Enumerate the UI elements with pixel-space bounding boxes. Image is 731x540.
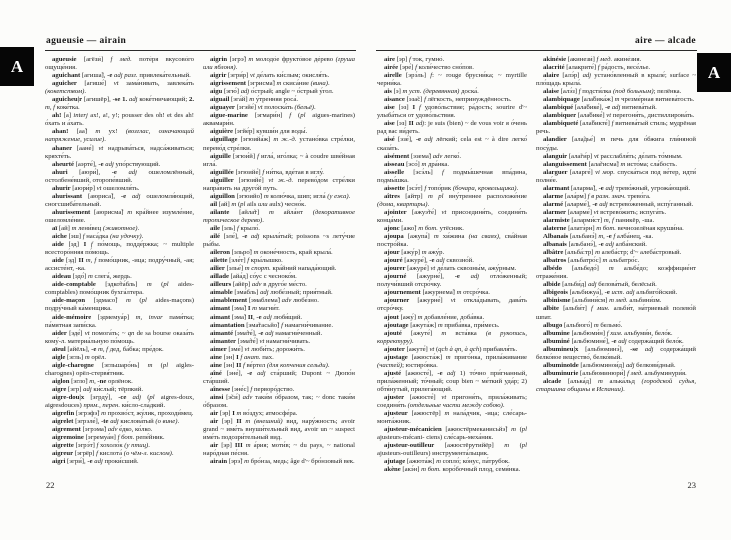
dictionary-entry: akène [акэ́н] m бот. коро́бочный плод, семя́нка.	[384, 466, 521, 474]
dictionary-entry: aguichant [агиша̃], -e adj разг. привлека́тельный.	[52, 72, 191, 80]
page-number-right: 23	[687, 480, 696, 490]
dictionary-entry: akinésie [акинези́] f мед. акине́зия.	[543, 56, 642, 63]
dictionary-entry: aiguayer [эгэйе́] vt полоска́ть (бельё).	[210, 104, 316, 112]
thumb-index-tab-right	[697, 53, 731, 92]
dictionary-entry: aide-maçon [эдмасо̃] m (pl aides-maçons) подру́чный ка́менщика.	[45, 297, 194, 313]
dictionary-entry: ajout [ажу́] m добавле́ние, доба́вка.	[384, 313, 485, 321]
dictionary-entry: agueusie [агёзи́] f мед. поте́ря вкусово́го ощуще́ния.	[45, 56, 194, 72]
dictionary-entry: ailé [эле́], -e adj крыла́тый; poissons ~s лету́чие ры́бы.	[203, 233, 355, 249]
dictionary-entry: aiche [эш] f наса́дка (на удочку).	[52, 233, 144, 241]
dictionary-entry: aigrefin [эгрэфэ̃] m прохво́ст, жу́лик, проходи́мец.	[52, 410, 194, 418]
dictionary-entry: aigrir [эгри́р] vt де́лать ки́слым; окисля́ть.	[210, 72, 330, 80]
dictionary-entry: albâtre [альба́:тр] m алеба́стр; d'~ алеба́стровый.	[543, 249, 682, 257]
dictionary-entry: albanais [альбанэ́], -e adj алба́нский.	[543, 241, 647, 249]
dictionary-entry: air [эр] III m а́рия; моти́в; ~ du pays, ~ national наро́дная пе́сня.	[203, 442, 355, 458]
dictionary-entry: aï [ай] m лени́вец (животное).	[52, 224, 140, 232]
dictionary-entry: ahan! [аа̃] m ух! (возглас, означающий напряжение, усилие).	[45, 128, 194, 144]
dictionary-entry: ajustage [ажюста́ж] m приго́нка, прила́живание (частей); юстиро́вка.	[377, 353, 527, 369]
dictionary-entry: aiguille [эгюи́й] f игла́, иго́лка; ~ à coudre шве́йная игла́.	[203, 152, 355, 168]
dictionary-entry: aise [эз] II adj: je suis (bien) ~ de vous voir я о́чень рад вас ви́деть.	[377, 120, 527, 136]
thumb-index-tab-left	[0, 47, 34, 86]
dictionary-entry: albite [альби́т] f мин. альби́т, на́триевый полево́й шпат.	[536, 305, 696, 321]
dictionary-entry: aissette [эсэ́т] f топо́рик (бочара, кровельщика).	[384, 184, 519, 192]
dictionary-entry: ail [ай] m (pl ails или aulx) чесно́к.	[210, 200, 307, 208]
header-rule-right	[376, 50, 697, 51]
dictionary-entry: aider [эде́] vt помога́ть; ~ qn de sa bourse оказа́ть кому́-л. материа́льную по́мощь.	[45, 329, 194, 345]
dictionary-entry: aisselle [эсэ́ль] f подмы́шечная впа́дина, подмы́шка.	[377, 168, 527, 184]
dictionary-entry: aigue-marine [эгмари́н] f (pl aigues-marines) аквамари́н.	[203, 112, 355, 128]
dictionary-entry: alarmiste [аларми́ст] m, f паникёр, -ша.	[543, 216, 655, 224]
dictionary-entry: aiguillée [эгюийе́] f ни́тка, вде́тая в иглу́.	[210, 168, 324, 176]
dictionary-entry: albumine [альбюми́н] f хим. альбуми́н, бело́к.	[543, 329, 673, 337]
dictionary-entry: albuminurie [альбюминюри́] f мед. альбуминури́я.	[543, 369, 687, 377]
dictionary-entry: ajoutage [ажута́ж] m приба́вка, при́месь.	[384, 321, 500, 329]
dictionary-entry: ajourné [ажурне́], -e adj отло́женный; получи́вший отсро́чку.	[377, 273, 527, 289]
dictionary-entry: aiguillage [эгюийа́ж] m ж.-д. устано́вка стре́лки, перево́д стре́лки.	[203, 136, 355, 152]
dictionary-entry: ailier [элье́] m спорт. кра́йний напада́ющий.	[210, 265, 337, 273]
dictionary-entry: albatros [альбатро́с] m альбатро́с.	[543, 257, 640, 265]
dictionary-entry: ajournement [ажурнема̃] m отсро́чка.	[384, 289, 490, 297]
dictionary-entry: ajouré [ажуре́], -e adj сквозно́й.	[384, 257, 474, 265]
dictionary-entry: aigreur [эгрёр] f кислота́ (о чём-л. кислом).	[52, 450, 174, 458]
dictionary-entry: ajointer [ажуэ̃те́] vt присоединя́ть, соединя́ть конца́ми.	[377, 208, 527, 224]
dictionary-entry: aisément [эзема̃] adv легко́.	[384, 152, 462, 160]
running-head-right: aire — alcade	[635, 36, 696, 46]
dictionary-entry: aimantation [эма̃тасьйо̃] f намагни́чивание.	[210, 321, 333, 329]
dictionary-entry: aiguail [эга́й] m у́тренняя роса́.	[210, 96, 298, 104]
dictionary-entry: air [эр] II m (внешний) вид, нару́жность; avoir grand ~ име́ть внуши́тельный вид, avoir un ~ suspect име́ть подозри́тельный вид.	[203, 418, 355, 442]
dictionary-entry: aimanté [эма̃те́], -e adj намагни́ченный.	[210, 329, 323, 337]
dictionary-entry: aigrement [эгрэма̃] adv е́дко, ко́лко.	[52, 426, 153, 434]
dictionary-entry: aigre [эгр] adj ки́слый; тёрпкий.	[52, 385, 143, 393]
dictionary-entry: ajonc [ажо̃] m бот. утёсник.	[384, 224, 464, 232]
dictionary-entry: alambiquer [ала̃бике́] vt перегоня́ть, дистиллирова́ть.	[543, 112, 695, 120]
dictionary-entry: albumineu|x [альбюминэ́], -se adj содержа́щий белко́вое вещество́, белко́вый.	[536, 345, 696, 361]
text-column-3	[377, 56, 527, 475]
dictionary-entry: ajoupa [ажупа́] m хи́жина (на сваях), сва́йная постро́йка.	[377, 233, 527, 249]
dictionary-entry: aiglon [эгло̃] m, -ne орлёнок.	[52, 377, 133, 385]
text-column-1	[45, 56, 194, 475]
dictionary-entry: aine [эн] I f анат. пах.	[210, 353, 274, 361]
dictionary-entry: albuminé [альбюмине́], -e adj содержа́щий бело́к.	[543, 337, 684, 345]
dictionary-entry: alarme [ала́рм] f в разн. знач. трево́га.	[543, 192, 651, 200]
dictionary-entry: aigri [эгри́], -e adj проки́сший.	[52, 458, 139, 466]
dictionary-entry: Albanais [альбанэ́] m, -e f алба́нец, -ка.	[543, 233, 654, 241]
dictionary-entry: alaise [алэ́з] f подсти́лка (под больным); пелёнка.	[543, 88, 682, 96]
dictionary-entry: aimer [эме́] vt люби́ть; дорожи́ть.	[210, 345, 305, 353]
dictionary-entry: alarmer [аларме́] vt встрево́жить; испуга́ть.	[543, 208, 667, 216]
tab-letter-left: A	[10, 56, 24, 76]
dictionary-entry: ahaner [аане́] vt надрыва́ться, надса́живаться; кряхте́ть.	[45, 144, 194, 160]
dictionary-entry: ajour [ажу́р] m ажу́р.	[384, 249, 445, 257]
dictionary-entry: aiguillon [эгюийо̃] m колю́чка, шип; игла́ (у ежа).	[210, 192, 351, 200]
dictionary-entry: ahurissement [аюрисма̃] m кра́йнее изумле́ние, ошеломле́ние.	[45, 208, 194, 224]
dictionary-entry: ailante [айла̃т] m айла́нт (декоративное тропическое дерево).	[203, 208, 355, 224]
dictionary-entry: aguicheu|r [агишёр], -se 1. adj коке́тничающий; 2. m, f коке́тка.	[45, 96, 194, 112]
dictionary-entry: air [эр] I m во́здух; атмосфе́ра.	[210, 410, 298, 418]
dictionary-entry: ainsi [э̃си́] adv таки́м о́бразом, так; ~ donc таки́м о́бразом.	[203, 393, 355, 410]
dictionary-entry: aimant [эма̃] I m магни́т.	[210, 305, 280, 313]
dictionary-entry: ajourner [ажурне́] vt откла́дывать, дава́ть отсро́чку.	[377, 297, 527, 313]
dictionary-entry: aile [эль] f крыло́.	[210, 224, 260, 232]
dictionary-entry: aigu [эгю́] adj о́стрый; angle ~ о́стрый у́гол.	[210, 88, 334, 96]
dictionary-entry: aimable [эма́бль] adj любе́зный; прия́тный.	[210, 289, 333, 297]
dictionary-entry: ahurissant [аюриса̃], -e adj ошеломля́ющий, сногсшиба́тельный.	[45, 192, 194, 208]
tab-letter-right: A	[707, 62, 721, 82]
dictionary-entry: aguicher [агише́] vt зама́нивать, завлека́ть (кокетством).	[45, 80, 194, 96]
dictionary-entry: aideau [эдо́] m слега́, жердь.	[52, 273, 132, 281]
dictionary-entry: albugo [альбюго́] m бельмо́.	[543, 321, 623, 329]
dictionary-entry: aigle [эгль] m орёл.	[52, 353, 107, 361]
dictionary-entry: aiguière [эгйе́р] кувши́н для воды́.	[210, 128, 308, 136]
dictionary-entry: alanguir [ала̃ги́р] vt расслабля́ть; де́лать то́мным.	[543, 152, 683, 160]
dictionary-entry: ajouté [ажуте́] m вста́вка (в рукопись, корректуру).	[377, 329, 527, 345]
running-head-left: agueusie — airain	[46, 36, 127, 46]
text-column-2	[203, 56, 355, 475]
dictionary-entry: aigrette [эгрэ́т] f хохоло́к (у птиц).	[52, 442, 150, 450]
dictionary-entry: alambiqueté [ала̃бикте́] f витиева́тый стиль; мудрёная речь.	[536, 120, 696, 136]
dictionary-entry: alanguissement [ала̃гисма̃] m исто́ма; сла́бость.	[543, 160, 678, 168]
dictionary-entry: ais [э] m уст. (деревянная) доска́.	[384, 88, 479, 96]
dictionary-entry: airée [эре́] f коли́чество сно́пов.	[384, 64, 474, 72]
dictionary-entry: alacrité [алакрите́] f ра́дость, весе́лье.	[543, 64, 651, 72]
dictionary-entry: airain [эрэ̃] m бро́нза, медь; âge d'~ бро́нзовый век.	[210, 458, 355, 466]
dictionary-entry: ajourer [ажуре́] vt де́лать сквозны́м, ажу́рным.	[384, 265, 517, 273]
dictionary-entry: aide-comptable [эдко̃та́бль] m (pl aides-comptables) помо́щник бухга́лтера.	[45, 281, 194, 297]
dictionary-entry: ahurir [аюри́р] vt ошеломля́ть.	[52, 184, 140, 192]
dictionary-entry: alaterne [алатэ́рн] m бот. вечнозелёная круши́на.	[543, 224, 684, 232]
dictionary-entry: aînesse [эне́с] f перворо́дство.	[210, 385, 295, 393]
dictionary-entry: aigrissement [эгрисма̃] m скиса́ние (вина).	[210, 80, 330, 88]
dictionary-entry: albuminoïde [альбюминои́д] adj белкови́дный.	[543, 361, 676, 369]
dictionary-entry: aide [эд] I f по́мощь, подде́ржка; ~ multiple всесторо́нняя по́мощь.	[45, 241, 194, 257]
dictionary-entry: aine [эн] II f ве́ртел (для копчения сельди).	[210, 361, 330, 369]
dictionary-entry: albide [альби́д] adj белова́тый, белёсый.	[543, 281, 657, 289]
dictionary-entry: aisseau [эсо́] m дра́нка.	[384, 160, 450, 168]
dictionary-entry: aimant [эма̃] II, -e adj любя́щий.	[210, 313, 303, 321]
dictionary-entry: alaire [алэ́р] adj устано́вленный в крыле́; surface ~ пло́щадь крыла́.	[536, 72, 696, 88]
dictionary-entry: aïeul [айёль], -e m, f дед, ба́бка; пре́док.	[52, 345, 164, 353]
dictionary-entry: albigeois [альбижуа́], -e ист. adj альбиго́йский.	[543, 289, 678, 297]
dictionary-entry: aîné [эне́], -e adj ста́рший; Dupont ~ Дюпо́н ста́рший.	[203, 369, 355, 385]
dictionary-entry: ajusteur [ажюстёр] m нала́дчик, -ица; сле́сарь-монта́жник.	[377, 410, 527, 426]
dictionary-entry: aide-mémoire [эдмемуа́р] m, invar памя́тка; па́мятная запи́ска.	[45, 313, 194, 329]
dictionary-entry: aisé [эзе́], -e adj лёгкий; cela est ~ à dire легко́ сказа́ть.	[377, 136, 527, 152]
dictionary-entry: alambiqué [ала̃бике́], -e adj витиева́тый.	[543, 104, 657, 112]
dictionary-entry: ajusté [ажюсте́], -e adj 1) то́чно при́гнанный, прила́женный; то́чный; coup bien ~ ме́ткий уда́р; 2) обтя́нутый, прилега́ющий.	[377, 369, 527, 393]
dictionary-entry: alarguer [аларге́] vi мор. спуска́ться под ве́тер, идти́ полне́е.	[536, 168, 696, 184]
dictionary-entry: ailleurs [айёр] adv в друго́е ме́сто.	[210, 281, 307, 289]
dictionary-entry: alarmant [аларма̃], -e adj трево́жный, угрожа́ющий.	[543, 184, 691, 192]
dictionary-entry: alandier [ала̃дье́] m печь для о́бжига гли́няной посу́ды.	[536, 136, 696, 152]
dictionary-entry: aillade [айа́д] со́ус с чесноко́м.	[210, 273, 297, 281]
dictionary-entry: ahuri [аюри́], -e adj ошеломлённый, остолбене́вший, оторопе́вший.	[45, 168, 194, 184]
dictionary-entry: ajusteur-outilleur [ажюстёрутийёр] m (pl ajusteurs-outilleurs) инструмента́льщик.	[377, 442, 527, 458]
dictionary-entry: aiguiller [эгюийе́] vt ж.-д. перево́дом стре́лки напра́вить на друго́й путь.	[203, 176, 355, 192]
dictionary-entry: ajouter [ажуте́] vt (qch à qn, à qch) прибавля́ть.	[384, 345, 518, 353]
dictionary-entry: aide [эд] II m, f помо́щник, -ица; подру́чный, -ая; ассисте́нт, -ка.	[45, 257, 194, 273]
dictionary-entry: aîtres [айтр] m pl вну́треннее расположе́ние (дома, квартиры).	[377, 192, 527, 208]
dictionary-entry: aire [эр] f ток, гумно́.	[384, 56, 445, 63]
dictionary-entry: aigremoine [эгремуа́н] f бот. репе́йник.	[52, 434, 165, 442]
dictionary-entry: alambiquage [ала̃бика́ж] m чрезме́рная витиева́тость.	[543, 96, 695, 104]
dictionary-entry: ajutage [ажюта́ж] m сопло́; ко́нус, па́трубок.	[384, 458, 510, 466]
page-number-left: 22	[46, 480, 55, 490]
dictionary-entry: aigre-dou|x [эгрду́], -ce adj (pl aigres-doux, aigresdouces) прям., перен. ки́сло-сла́дкий.	[45, 393, 194, 410]
header-rule-left	[45, 50, 356, 51]
dictionary-entry: aigle-charogne [эгльшаро́нь] m (pl aigles-charognes) орёл-стервя́тник.	[45, 361, 194, 377]
dictionary-entry: ajusteur-mécanicien [ажюстёрмеканисьйэ̃] m (pl ajusteurs-mécani- ciens) сле́сарь-меха́ник.	[377, 426, 527, 442]
dictionary-entry: aimablement [эмаблема̃] adv любе́зно.	[210, 297, 319, 305]
dictionary-entry: aigrin [эгрэ̃] m молодо́е фрукто́вое де́рево (груша или яблоня).	[203, 56, 355, 72]
dictionary-entry: aigrelet [эгрэле́], -te adj кислова́тый (о вине).	[52, 418, 180, 426]
dictionary-entry: aheurté [аэрте́], -e adj упо́рствующий.	[52, 160, 161, 168]
dictionary-entry: ah! [а] interj ах!, а!, у!; pousser des oh! et des ah! о́хать и а́хать.	[45, 112, 194, 128]
dictionary-entry: airelle [эрэ́ль] f: ~ rouge брусни́ка; ~ myrtille черни́ка.	[377, 72, 527, 88]
dictionary-entry: aise [эз] I f удово́льствие; ра́дость; sourire d'~ улыба́ться от удово́льствия.	[377, 104, 527, 120]
dictionary-entry: albédo [альбедо́] m альбе́до; коэффицие́нт отраже́ния.	[536, 265, 696, 281]
dictionary-entry: alcade [алька́д] m алька́льд (городской судья, старшина общины в Испании).	[536, 377, 696, 393]
dictionary-entry: aisance [эза̃с] f лёгкость, непринуждённость.	[384, 96, 512, 104]
dictionary-entry: albinisme [альбини́см] m мед. альбини́зм.	[543, 297, 662, 305]
text-column-4	[536, 56, 696, 475]
dictionary-entry: aileron [эльро̃] m оконе́чность, край крыла́.	[210, 249, 333, 257]
dictionary-entry: ailette [эле́т] f кры́лышко.	[210, 257, 283, 265]
dictionary-entry: ajuster [ажюсте́] vt пригоня́ть, прила́живать; соединя́ть (отдельные части между собою).	[377, 393, 527, 410]
dictionary-entry: alarmé [аларме́], -e adj встрево́женный, испу́ганный.	[543, 200, 694, 208]
dictionary-entry: aimanter [эма̃те́] vt намагни́чивать.	[210, 337, 311, 345]
